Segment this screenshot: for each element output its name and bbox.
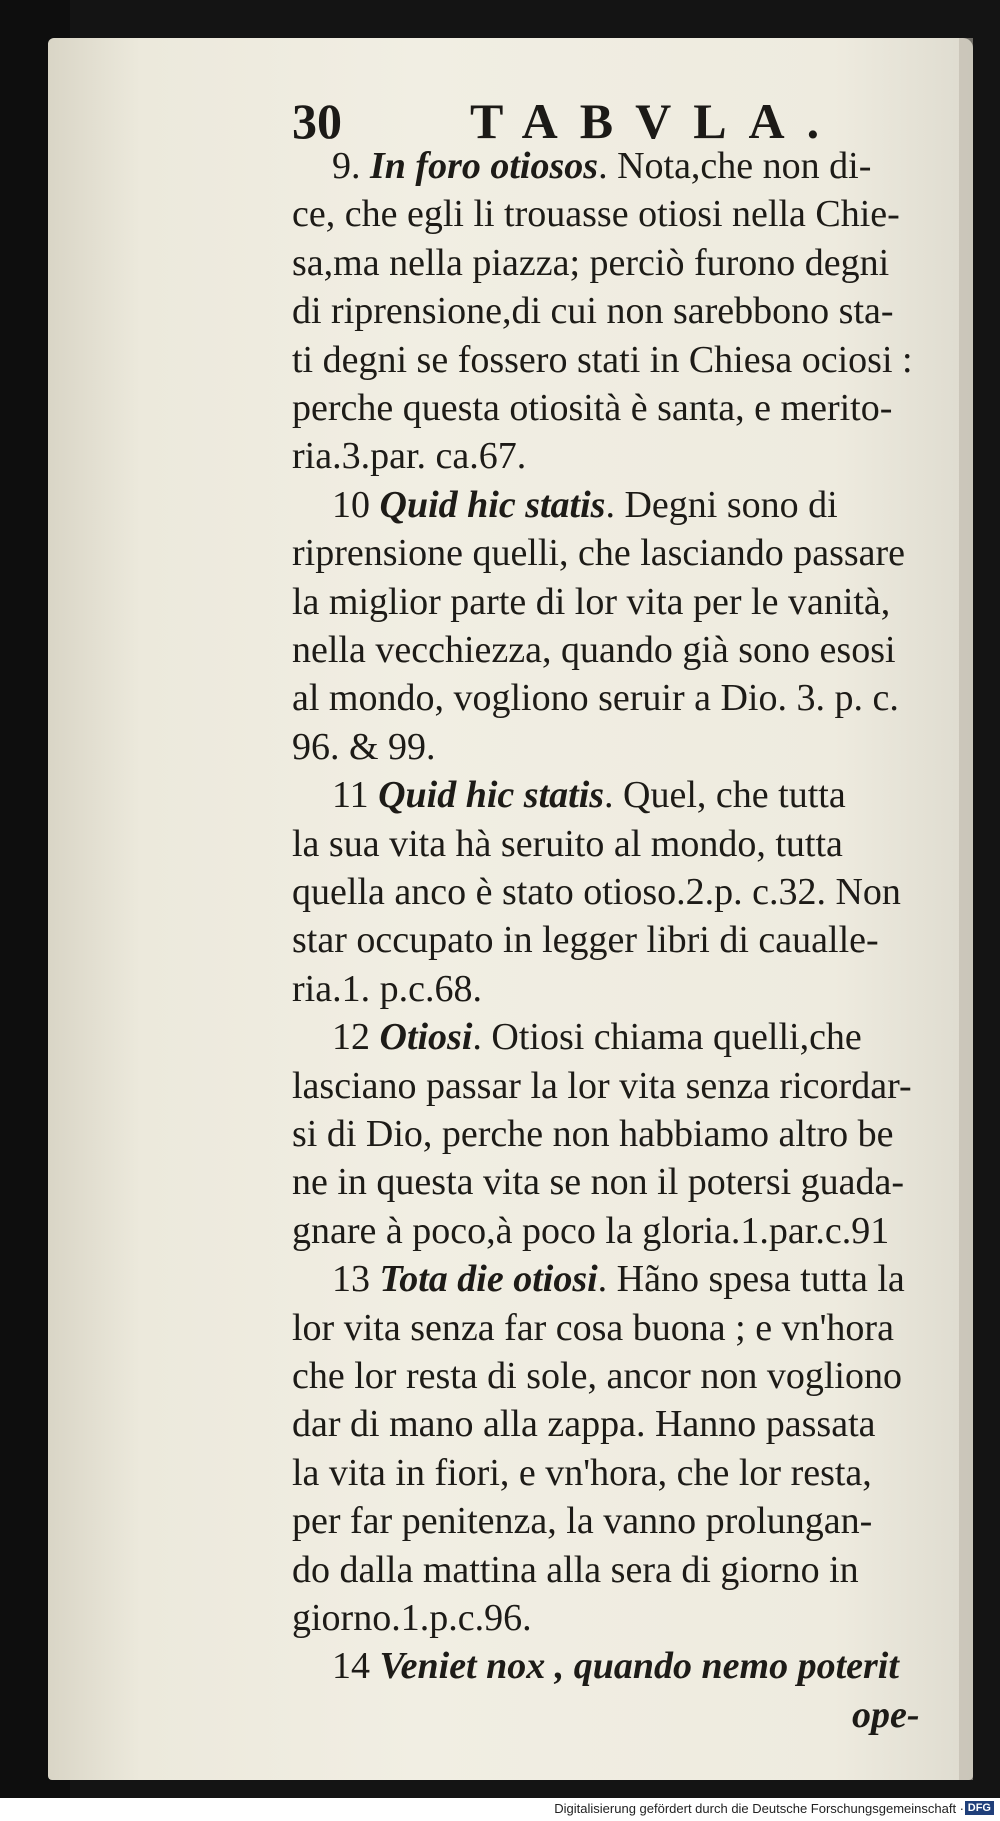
text-line xyxy=(332,1258,905,1300)
text-line xyxy=(332,1016,862,1058)
text-line xyxy=(332,774,846,816)
line-text: sa,ma nella piazza; perciò furono degni xyxy=(292,241,890,284)
text-line xyxy=(852,1694,920,1736)
line-text: . Otiosi chiama quelli,che xyxy=(472,1016,862,1059)
line-text: lasciano passar la lor vita senza ricordar- xyxy=(292,1064,912,1107)
text-line xyxy=(292,1500,872,1542)
dfg-logo: DFG xyxy=(965,1801,994,1815)
text-line xyxy=(292,629,896,671)
line-text: ti degni se fossero stati in Chiesa ociosi : xyxy=(292,338,913,381)
line-text: ne in questa vita se non il potersi guada- xyxy=(292,1161,905,1204)
entry-number: 12 xyxy=(332,1016,380,1059)
line-text: gnare à poco,à poco la gloria.1.par.c.91 xyxy=(292,1209,890,1252)
text-line xyxy=(332,145,871,187)
line-text: . Degni sono di xyxy=(605,483,838,526)
line-text: giorno.1.p.c.96. xyxy=(292,1597,532,1639)
entry-number: 9. xyxy=(332,145,370,187)
text-line xyxy=(292,1403,876,1445)
text-line xyxy=(332,484,838,526)
line-text: 96. & 99. xyxy=(292,725,436,768)
text-line xyxy=(292,1065,912,1107)
text-line xyxy=(292,1113,894,1155)
line-text: perche questa otiosità è santa, e merito- xyxy=(292,387,893,429)
line-text: la sua vita hà seruito al mondo, tutta xyxy=(292,822,843,865)
line-text: . Nota,che non di- xyxy=(598,145,872,187)
text-line xyxy=(292,823,843,865)
running-title: TABVLA. xyxy=(470,93,842,149)
text-line xyxy=(292,242,889,284)
text-line xyxy=(292,1452,872,1494)
entry-number: 10 xyxy=(332,483,380,526)
line-text: . Quel, che tutta xyxy=(604,774,846,817)
text-line xyxy=(292,387,892,429)
line-text: al mondo, vogliono seruir a Dio. 3. p. c. xyxy=(292,677,899,720)
text-line xyxy=(292,193,900,235)
text-line xyxy=(292,435,526,477)
line-text: . Hãno spesa tutta la xyxy=(597,1258,905,1301)
text-line xyxy=(332,1645,899,1687)
line-text: star occupato in legger libri di caualle- xyxy=(292,919,879,962)
text-line xyxy=(292,1307,894,1349)
line-text: ce, che egli li trouasse otiosi nella Chie- xyxy=(292,193,900,236)
line-text: riprensione quelli, che lasciando passare xyxy=(292,532,906,575)
page-edge xyxy=(959,38,973,1780)
lemma: ope- xyxy=(852,1693,920,1736)
digitization-footer xyxy=(0,1798,1000,1821)
line-text: la vita in fiori, e vn'hora, che lor resta, xyxy=(292,1451,872,1494)
text-line xyxy=(292,532,905,574)
text-line xyxy=(292,968,482,1010)
line-text: di riprensione,di cui non sarebbono sta- xyxy=(292,290,894,333)
line-text: ria.1. p.c.68. xyxy=(292,967,482,1010)
text-line xyxy=(292,677,899,719)
line-text: la miglior parte di lor vita per le vanità, xyxy=(292,580,891,623)
entry-number: 11 xyxy=(332,774,379,817)
lemma: Quid hic statis xyxy=(379,483,606,526)
text-line xyxy=(292,919,879,961)
line-text: do dalla mattina alla sera di giorno in xyxy=(292,1548,859,1591)
lemma: Quid hic statis xyxy=(378,774,605,817)
text-line xyxy=(292,581,890,623)
text-line xyxy=(292,871,901,913)
text-line xyxy=(292,1355,902,1397)
line-text: ria.3.par. ca.67. xyxy=(292,435,527,478)
line-text: dar di mano alla zappa. Hanno passata xyxy=(292,1403,876,1446)
lemma: Tota die otiosi xyxy=(379,1258,598,1301)
text-line xyxy=(292,726,436,768)
text-line xyxy=(292,290,894,332)
text-line xyxy=(292,1597,532,1639)
entry-number: 13 xyxy=(332,1258,380,1301)
line-text: nella vecchiezza, quando già sono esosi xyxy=(292,629,896,671)
lemma: Veniet nox , quando nemo poterit xyxy=(379,1645,899,1688)
line-text: quella anco è stato otioso.2.p. c.32. Non xyxy=(292,871,901,913)
line-text: lor vita senza far cosa buona ; e vn'hora xyxy=(292,1306,894,1349)
text-line xyxy=(292,1210,889,1252)
entry-number: 14 xyxy=(332,1645,380,1688)
text-line xyxy=(292,1161,904,1203)
line-text: si di Dio, perche non habbiamo altro be xyxy=(292,1113,894,1155)
line-text: per far penitenza, la vanno prolungan- xyxy=(292,1500,873,1543)
text-line xyxy=(292,1549,859,1591)
text-line xyxy=(292,339,913,381)
footer-credit: Digitalisierung gefördert durch die Deutsche Forschungsgemeinschaft · xyxy=(554,1801,964,1816)
page-header xyxy=(292,92,992,150)
line-text: che lor resta di sole, ancor non vogliono xyxy=(292,1355,902,1397)
lemma: In foro otiosos xyxy=(370,145,599,187)
lemma: Otiosi xyxy=(379,1016,473,1059)
folio-number: 30 xyxy=(292,93,342,149)
